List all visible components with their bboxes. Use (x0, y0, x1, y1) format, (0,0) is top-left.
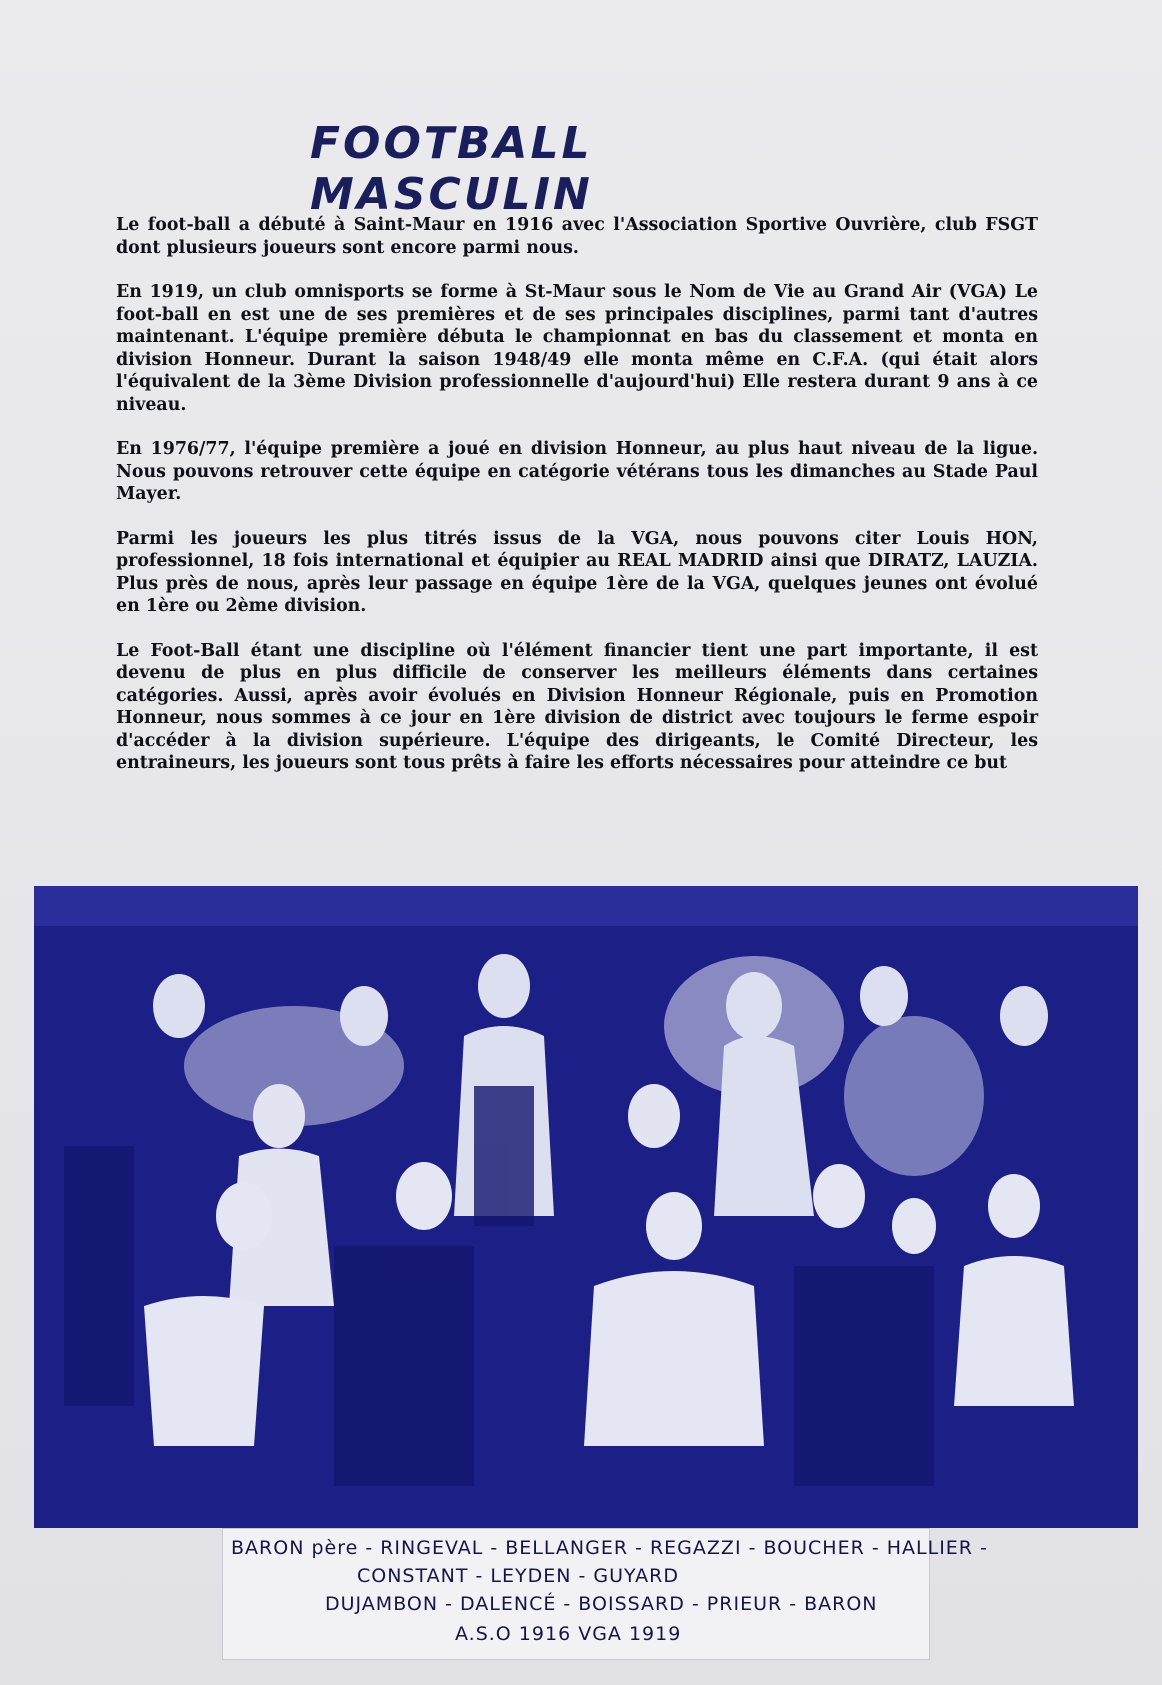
caption-line-2: CONSTANT - LEYDEN - GUYARD (357, 1565, 679, 1587)
caption-line-1: BARON père - RINGEVAL - BELLANGER - REGAZZI - BOUCHER - HALLIER - (231, 1537, 988, 1559)
paragraph-3: En 1976/77, l'équipe première a joué en division Honneur, au plus haut niveau de la ligue. Nous pouvons retrouver cette équipe en catégorie vétérans tous les dimanches au Stade Paul Mayer. (116, 439, 1038, 504)
page-title: FOOTBALL MASCULIN (310, 118, 593, 220)
article-body (116, 214, 1038, 797)
paragraph-4: Parmi les joueurs les plus titrés issus de la VGA, nous pouvons citer Louis HON, professionnel, 18 fois international et équipier au REAL MADRID ainsi que DIRATZ, LAUZIA. Plus près de nous, après leur passage en équipe 1ère de la VGA, quelques jeunes ont évolué en 1ère ou 2ème division. (116, 528, 1038, 616)
team-photo-image (34, 886, 1138, 1528)
paragraph-2: En 1919, un club omnisports se forme à St-Maur sous le Nom de Vie au Grand Air (VGA) Le foot-ball en est une de ses premières et de ses principales disciplines, parmi tant d'autres maintenant. L'équipe première débuta le championnat en bas du classement et monta en division Honneur. Durant la saison 1948/49 elle monta même en C.F.A. (qui était alors l'équivalent de la 3ème Division professionnelle d'aujourd'hui) Elle restera durant 9 ans à ce niveau. (116, 282, 1038, 415)
photo-caption (222, 1528, 988, 1660)
team-photo (34, 886, 1138, 1528)
paragraph-1: Le foot-ball a débuté à Saint-Maur en 1916 avec l'Association Sportive Ouvrière, club FSGT dont plusieurs joueurs sont encore parmi nous. (116, 215, 1038, 258)
paragraph-5: Le Foot-Ball étant une discipline où l'élément financier tient une part importante, il est devenu de plus en plus difficile de conserver les meilleurs éléments dans certaines catégories. Aussi, après avoir évolués en Division Honneur Régionale, puis en Promotion Honneur, nous sommes à ce jour en 1ère division de district avec toujours le ferme espoir d'accéder à la division supérieure. L'équipe des dirigeants, le Comité Directeur, les entraineurs, les joueurs sont tous prêts à faire les efforts nécessaires pour atteindre ce but (116, 640, 1038, 773)
caption-line-4: A.S.O 1916 VGA 1919 (455, 1623, 682, 1645)
caption-line-3: DUJAMBON - DALENCÉ - BOISSARD - PRIEUR - BARON (325, 1593, 878, 1615)
